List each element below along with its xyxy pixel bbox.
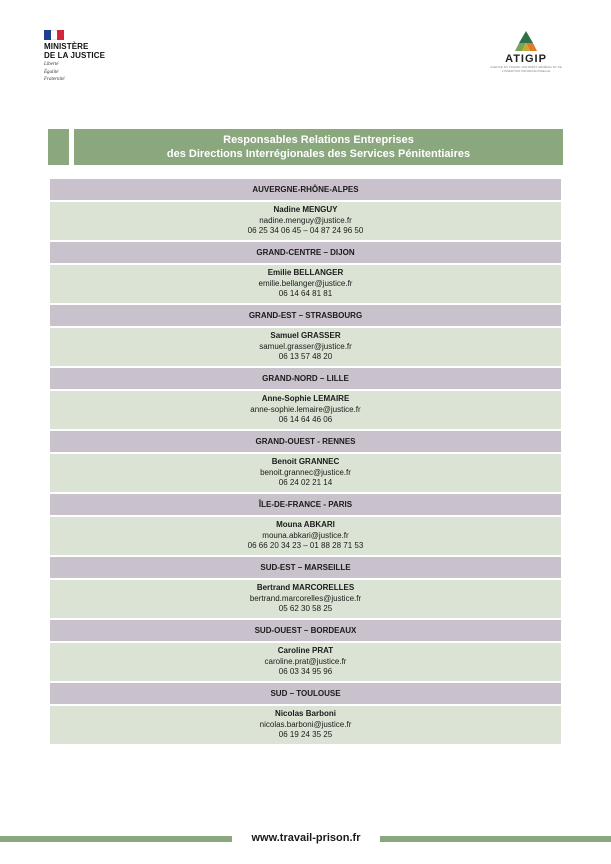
banner-accent-block: [48, 129, 69, 165]
contact-row: [49, 201, 562, 241]
contact-phone: 06 24 02 21 14: [278, 478, 333, 488]
motto-liberte: Liberté: [44, 62, 59, 67]
contact-row: [49, 264, 562, 304]
region-header: ÎLE-DE-FRANCE - PARIS: [49, 493, 562, 516]
contact-email: nicolas.barboni@justice.fr: [259, 719, 352, 729]
footer-rule-left: [0, 836, 232, 842]
aticip-wordmark: ATIGIP: [505, 53, 547, 65]
contact-phone: 06 14 64 46 06: [278, 415, 333, 425]
french-flag-icon: [44, 30, 64, 40]
region-header: GRAND-NORD – LILLE: [49, 367, 562, 390]
contact-phone: 06 03 34 95 96: [278, 667, 333, 677]
contact-email: benoit.grannec@justice.fr: [260, 467, 351, 477]
contact-email: mouna.abkari@justice.fr: [262, 530, 349, 540]
contact-name: Anne-Sophie LEMAIRE: [261, 394, 350, 404]
region-header: GRAND-OUEST - RENNES: [49, 430, 562, 453]
region-header: SUD – TOULOUSE: [49, 682, 562, 705]
contact-name: Emilie BELLANGER: [267, 268, 344, 278]
contact-phone: 06 19 24 35 25: [278, 730, 333, 740]
contact-name: Nicolas Barboni: [275, 709, 336, 719]
ministry-logo: [44, 30, 134, 83]
region-header: AUVERGNE-RHÔNE-ALPES: [49, 178, 562, 201]
contact-row: [49, 642, 562, 682]
contact-email: nadine.menguy@justice.fr: [259, 215, 352, 225]
contact-row: [49, 705, 562, 745]
contact-email: samuel.grasser@justice.fr: [259, 341, 352, 351]
contact-name: Caroline PRAT: [277, 646, 334, 656]
region-header: GRAND-CENTRE – DIJON: [49, 241, 562, 264]
contact-row: [49, 327, 562, 367]
contact-phone: 05 62 30 58 25: [278, 604, 333, 614]
footer-rule-right: [380, 836, 611, 842]
contact-name: Bertrand MARCORELLES: [256, 583, 355, 593]
contact-row: [49, 579, 562, 619]
contacts-table: [49, 178, 562, 745]
contact-email: caroline.prat@justice.fr: [264, 656, 347, 666]
contact-name: Mouna ABKARI: [276, 520, 335, 530]
ministry-name-line2: DE LA JUSTICE: [44, 50, 106, 60]
title-line1: Responsables Relations Entreprises: [223, 134, 414, 146]
aticip-logo: [486, 30, 566, 73]
motto-egalite: Égalité: [44, 69, 59, 75]
region-header: SUD-EST – MARSEILLE: [49, 556, 562, 579]
contact-row: [49, 516, 562, 556]
contact-phone: 06 25 34 06 45 – 04 87 24 96 50: [247, 226, 364, 236]
contact-email: bertrand.marcorelles@justice.fr: [249, 593, 362, 603]
contact-phone: 06 13 57 48 20: [278, 352, 333, 362]
region-header: SUD-OUEST – BORDEAUX: [49, 619, 562, 642]
footer-website-link[interactable]: www.travail-prison.fr: [251, 832, 361, 844]
title-line2: des Directions Interrégionales des Services Pénitentiaires: [166, 148, 471, 160]
region-header: GRAND-EST – STRASBOURG: [49, 304, 562, 327]
contact-name: Nadine MENGUY: [273, 205, 338, 215]
contact-phone: 06 66 20 34 23 – 01 88 28 71 53: [247, 541, 364, 551]
contact-name: Samuel GRASSER: [270, 331, 341, 341]
contact-row: [49, 453, 562, 493]
contact-row: [49, 390, 562, 430]
aticip-tagline: AGENCE DU TRAVAIL D'INTÉRÊT GÉNÉRAL ET DE L'INSERTION PROFESSIONNELLE: [490, 65, 562, 73]
contact-email: emilie.bellanger@justice.fr: [258, 278, 353, 288]
ministry-name-line1: MINISTÈRE: [44, 42, 89, 51]
title-banner: [74, 129, 563, 165]
contact-phone: 06 14 64 81 81: [278, 289, 333, 299]
contact-email: anne-sophie.lemaire@justice.fr: [250, 404, 361, 414]
contact-name: Benoit GRANNEC: [271, 457, 340, 467]
aticip-triangle-icon: [513, 30, 539, 52]
motto-fraternite: Fraternité: [44, 77, 65, 83]
